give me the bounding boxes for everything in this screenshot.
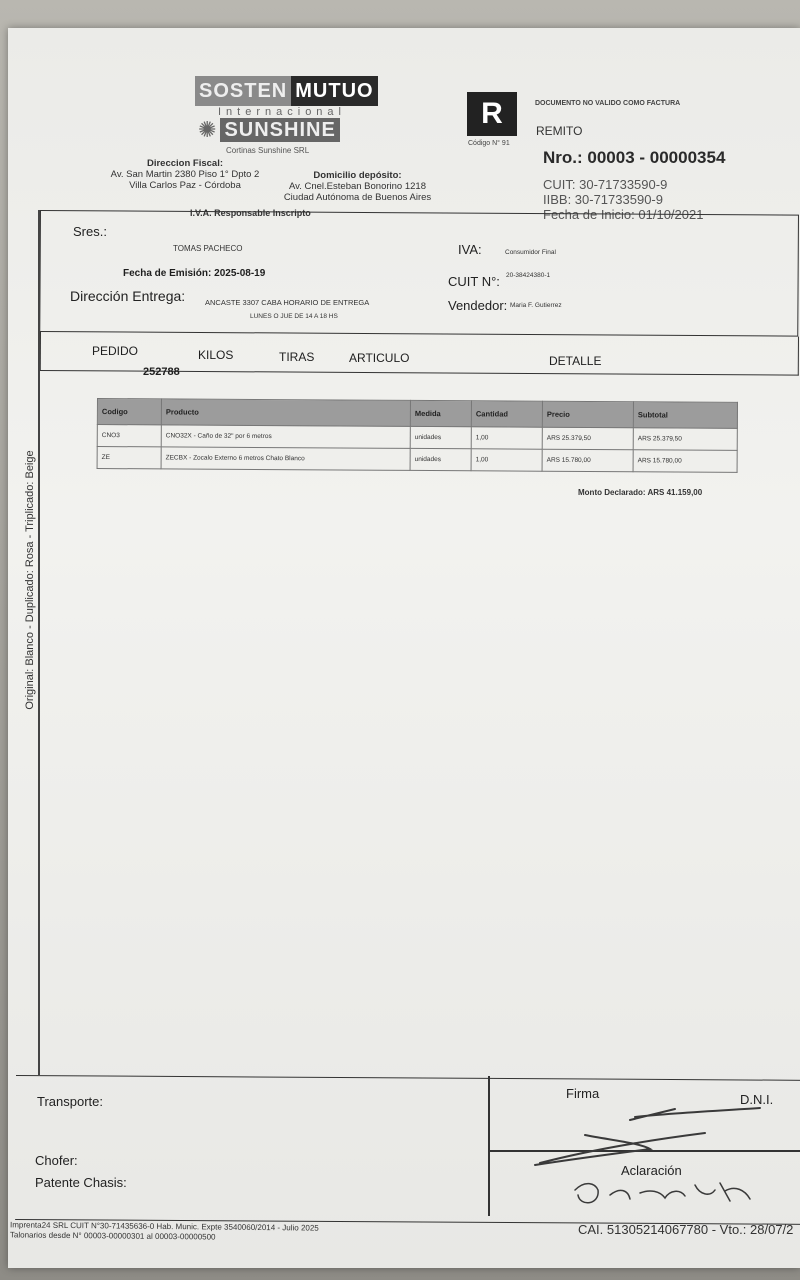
col-kilos: KILOS <box>198 348 234 362</box>
copies-note: Original: Blanco - Duplicado: Rosa - Triplicado: Beige <box>24 450 36 710</box>
deposit-line1: Av. Cnel.Esteban Bonorino 1218 <box>289 181 426 192</box>
col-detalle: DETALLE <box>549 354 602 368</box>
cell-cantidad: 1,00 <box>471 449 542 471</box>
cuit-value: 20-38424380-1 <box>506 272 551 279</box>
emission-date: Fecha de Emisión: 2025-08-19 <box>123 268 266 279</box>
deposit-line2: Ciudad Autónoma de Buenos Aires <box>283 192 432 203</box>
deposit-address <box>270 170 445 203</box>
fiscal-line1: Av. San Martin 2380 Piso 1° Dpto 2 <box>110 169 260 180</box>
cell-precio: ARS 25.379,50 <box>542 427 633 450</box>
brand-name: SUNSHINE <box>220 118 339 142</box>
printer-legal <box>10 1220 319 1243</box>
sres-label: Sres.: <box>73 224 107 239</box>
transporte-label: Transporte: <box>37 1094 103 1109</box>
not-valid-notice: DOCUMENTO NO VALIDO COMO FACTURA <box>535 100 681 107</box>
cell-medida: unidades <box>410 426 471 448</box>
address-line2: LUNES O JUE DE 14 A 18 HS <box>250 313 338 320</box>
cell-precio: ARS 15.780,00 <box>542 449 633 472</box>
address-label: Dirección Entrega: <box>70 288 186 304</box>
client-name: TOMAS PACHECO <box>173 244 243 253</box>
patente-label: Patente Chasis: <box>35 1175 127 1190</box>
legal-line2: Talonarios desde N° 00003-00000301 al 00003-00000500 <box>9 1230 216 1242</box>
cell-codigo: ZE <box>97 447 161 469</box>
doc-code: Código N° 91 <box>468 140 510 147</box>
cell-subtotal: ARS 25.379,50 <box>633 428 737 451</box>
issuer-cuit: CUIT: 30-71733590-9 <box>543 177 668 192</box>
logo-part-b: MUTUO <box>291 76 377 106</box>
cell-codigo: CNO3 <box>97 425 161 447</box>
th-producto: Producto <box>161 399 410 427</box>
table-row <box>97 447 737 473</box>
iva-condition: I.V.A. Responsable Inscripto <box>190 208 311 218</box>
deposit-title: Domicilio depósito: <box>313 170 402 181</box>
col-articulo: ARTICULO <box>349 351 410 365</box>
cell-producto: ZECBX - Zocalo Externo 6 metros Chato Blanco <box>161 447 410 471</box>
cai-number: CAI. 51305214067780 - Vto.: 28/07/2 <box>578 1222 794 1237</box>
doc-number: Nro.: 00003 - 00000354 <box>543 148 726 167</box>
pedido-number: 252788 <box>143 366 180 378</box>
fiscal-line2: Villa Carlos Paz - Córdoba <box>129 180 241 191</box>
logo-internacional: Internacional <box>218 106 346 118</box>
brand-logo <box>198 118 340 142</box>
address-line1: ANCASTE 3307 CABA HORARIO DE ENTREGA <box>205 298 370 307</box>
footer-divider-vertical <box>488 1076 490 1216</box>
iva-label: IVA: <box>458 242 482 257</box>
monto-declarado: Monto Declarado: ARS 41.159,00 <box>578 488 703 497</box>
th-cantidad: Cantidad <box>471 401 542 427</box>
cell-cantidad: 1,00 <box>471 427 542 449</box>
doc-letter-box: R <box>467 92 517 136</box>
fiscal-address <box>80 158 290 191</box>
th-subtotal: Subtotal <box>633 402 737 429</box>
cell-subtotal: ARS 15.780,00 <box>633 450 737 473</box>
sun-icon: ✺ <box>198 117 217 142</box>
items-table <box>97 398 738 473</box>
handwritten-signature <box>500 1095 800 1220</box>
left-border <box>38 210 40 1075</box>
cell-medida: unidades <box>410 448 471 470</box>
th-precio: Precio <box>542 401 633 428</box>
doc-type: REMITO <box>536 124 583 138</box>
seller-value: Maria F. Gutierrez <box>510 302 562 309</box>
cuit-label: CUIT N°: <box>448 274 500 289</box>
chofer-label: Chofer: <box>35 1153 78 1168</box>
seller-label: Vendedor: <box>448 298 508 313</box>
col-tiras: TIRAS <box>279 350 315 364</box>
th-medida: Medida <box>410 400 471 426</box>
dni-label: D.N.I. <box>740 1092 774 1107</box>
fiscal-title: Direccion Fiscal: <box>146 158 224 169</box>
th-codigo: Codigo <box>97 399 161 425</box>
logo <box>195 76 378 106</box>
iva-value: Consumidor Final <box>505 249 556 256</box>
start-date: Fecha de Inicio: 01/10/2021 <box>543 207 704 222</box>
col-pedido: PEDIDO <box>92 344 139 358</box>
firma-label: Firma <box>566 1086 600 1101</box>
logo-part-a: SOSTEN <box>195 76 291 106</box>
company-name: Cortinas Sunshine SRL <box>226 146 310 155</box>
table-header-row <box>97 399 737 429</box>
issuer-iibb: IIBB: 30-71733590-9 <box>543 192 663 207</box>
cell-producto: CNO32X - Caño de 32" por 6 metros <box>161 425 410 449</box>
legal-line1: Imprenta24 SRL CUIT N°30-71435636-0 Hab. Munic. Expte 3540060/2014 - Julio 2025 <box>10 1220 319 1233</box>
aclaracion-label: Aclaración <box>621 1163 682 1178</box>
